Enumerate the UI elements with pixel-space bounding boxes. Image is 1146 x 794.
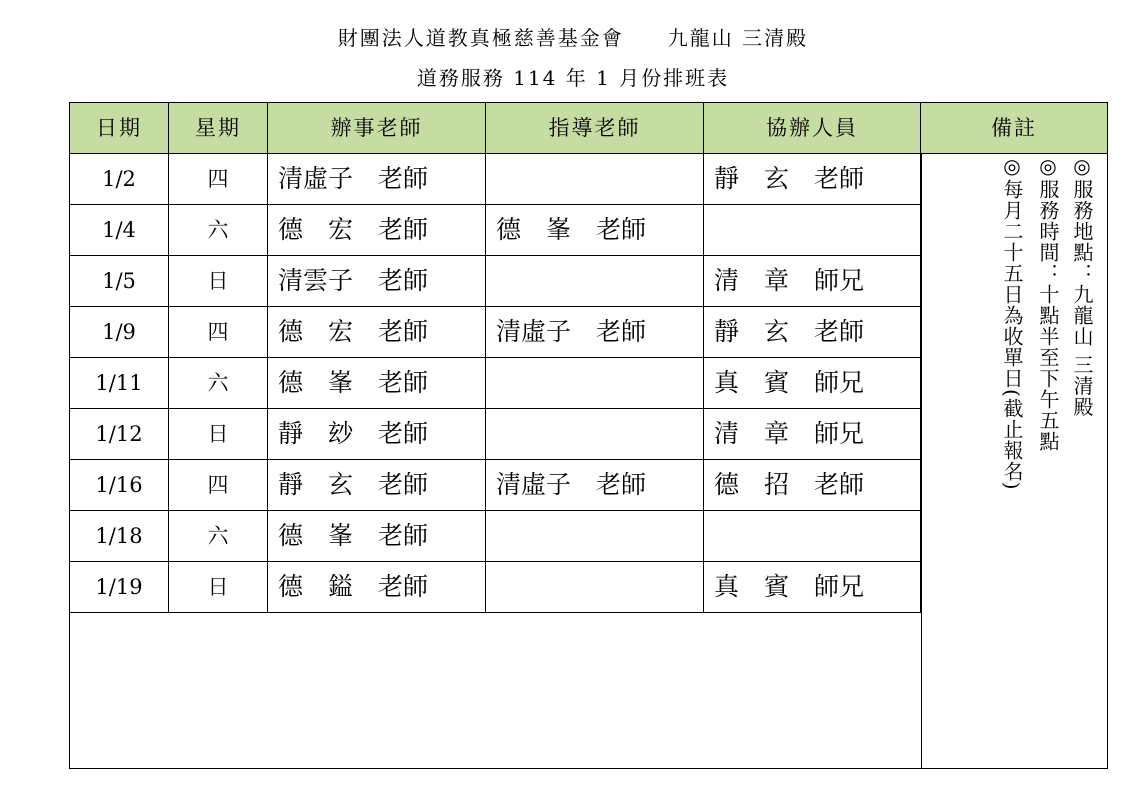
- cell-guide-teacher: [486, 256, 704, 306]
- cell-weekday: 四: [169, 460, 268, 510]
- notes-column: [921, 154, 1107, 768]
- cell-guide-teacher: 清虛子 老師: [486, 307, 704, 357]
- cell-office-teacher: 德 峯 老師: [268, 358, 486, 408]
- table-row: [70, 154, 921, 205]
- cell-office-teacher: 清雲子 老師: [268, 256, 486, 306]
- table-row: [70, 511, 921, 562]
- table-row: [70, 562, 921, 613]
- cell-date: 1/18: [70, 511, 169, 561]
- cell-guide-teacher: [486, 562, 704, 612]
- cell-assistant: [704, 205, 921, 255]
- cell-office-teacher: 靜 玅 老師: [268, 409, 486, 459]
- cell-assistant: [704, 511, 921, 561]
- cell-date: 1/11: [70, 358, 169, 408]
- cell-guide-teacher: [486, 358, 704, 408]
- table-row: [70, 460, 921, 511]
- table-header-row: [70, 103, 1107, 154]
- cell-date: 1/9: [70, 307, 169, 357]
- header-date: 日期: [70, 103, 169, 153]
- cell-office-teacher: 德 峯 老師: [268, 511, 486, 561]
- cell-assistant: 德 招 老師: [704, 460, 921, 510]
- table-row: [70, 205, 921, 256]
- cell-office-teacher: 德 宏 老師: [268, 307, 486, 357]
- note-deadline: ◎每月二十五日為收單日(截止報名): [1000, 154, 1024, 491]
- cell-date: 1/16: [70, 460, 169, 510]
- cell-assistant: 清 章 師兄: [704, 256, 921, 306]
- cell-guide-teacher: 清虛子 老師: [486, 460, 704, 510]
- cell-weekday: 日: [169, 409, 268, 459]
- cell-weekday: 六: [169, 511, 268, 561]
- page-subtitle: 道務服務 114 年 1 月份排班表: [416, 66, 730, 90]
- cell-assistant: 真 賓 師兄: [704, 358, 921, 408]
- cell-weekday: 四: [169, 154, 268, 204]
- note-service-hours: ◎服務時間：十點半至下午五點: [1036, 154, 1060, 452]
- cell-weekday: 四: [169, 307, 268, 357]
- cell-weekday: 日: [169, 256, 268, 306]
- page-title: 財團法人道教真極慈善基金會 九龍山 三清殿: [337, 26, 809, 50]
- cell-assistant: 清 章 師兄: [704, 409, 921, 459]
- header-guide-teacher: 指導老師: [486, 103, 704, 153]
- header-office-teacher: 辦事老師: [268, 103, 486, 153]
- cell-guide-teacher: [486, 409, 704, 459]
- header-assistant: 協辦人員: [704, 103, 921, 153]
- header-notes: 備註: [991, 116, 1037, 140]
- cell-guide-teacher: [486, 154, 704, 204]
- cell-guide-teacher: [486, 511, 704, 561]
- table-row: [70, 256, 921, 307]
- note-service-location: ◎服務地點：九龍山 三清殿: [1070, 154, 1094, 418]
- cell-date: 1/12: [70, 409, 169, 459]
- table-row: [70, 409, 921, 460]
- header-weekday: 星期: [169, 103, 268, 153]
- cell-date: 1/19: [70, 562, 169, 612]
- cell-assistant: 真 賓 師兄: [704, 562, 921, 612]
- cell-office-teacher: 德 鎰 老師: [268, 562, 486, 612]
- cell-weekday: 六: [169, 358, 268, 408]
- cell-date: 1/5: [70, 256, 169, 306]
- cell-assistant: 靜 玄 老師: [704, 154, 921, 204]
- cell-guide-teacher: 德 峯 老師: [486, 205, 704, 255]
- schedule-table: [69, 102, 1108, 769]
- cell-date: 1/2: [70, 154, 169, 204]
- cell-office-teacher: 靜 玄 老師: [268, 460, 486, 510]
- table-row: [70, 358, 921, 409]
- cell-date: 1/4: [70, 205, 169, 255]
- cell-weekday: 六: [169, 205, 268, 255]
- cell-weekday: 日: [169, 562, 268, 612]
- table-row: [70, 307, 921, 358]
- cell-office-teacher: 清虛子 老師: [268, 154, 486, 204]
- cell-office-teacher: 德 宏 老師: [268, 205, 486, 255]
- cell-assistant: 靜 玄 老師: [704, 307, 921, 357]
